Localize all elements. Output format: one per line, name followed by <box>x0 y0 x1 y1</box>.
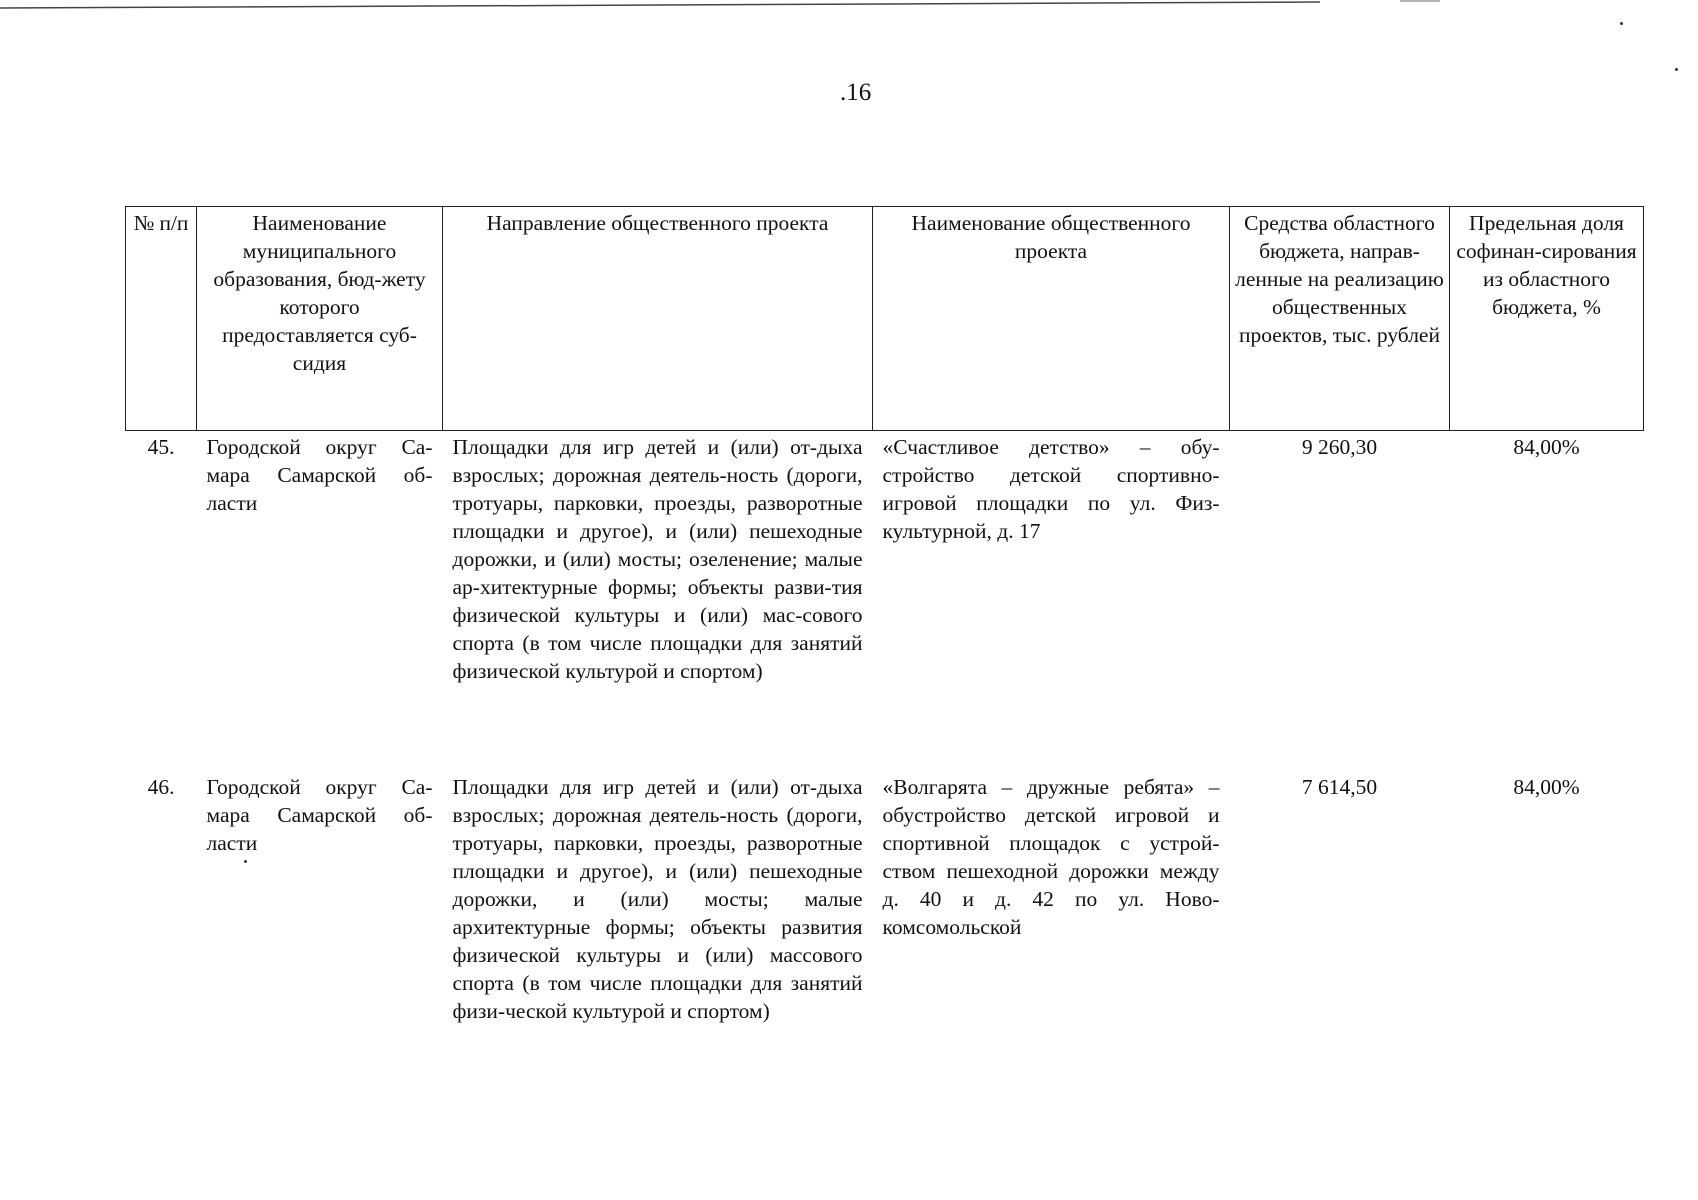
row-municipality: Городской округ Са-мара Самарской об-ласти <box>206 435 433 515</box>
table-row <box>126 773 1644 1025</box>
row-share: 84,00% <box>1513 435 1580 459</box>
row-number: 45. <box>147 435 175 459</box>
header-share: Предельная доля софинан-сирования из областного бюджета, % <box>1450 207 1644 431</box>
row-direction: Площадки для игр детей и (или) от-дыха взрослых; дорожная деятель-ность (дороги, тротуары, парковки, проезды, разворотные площадки и другое), и (или) пешеходные дорожки, и (или) мосты; малые архитектурные формы; объекты развития физической культуры и (или) массового спорта (в том числе площадки для занятий физи-ческой культурой и спортом) <box>452 775 863 1023</box>
row-funds: 9 260,30 <box>1301 435 1378 459</box>
header-direction: Направление общественного проекта <box>443 207 873 431</box>
row-share: 84,00% <box>1513 775 1580 799</box>
row-number: 46. <box>147 775 175 799</box>
page-number: .16 <box>840 79 872 106</box>
row-project-name: «Счастливое детство» – обу-стройство детской спортивно-игровой площадки по ул. Физ-культурной, д. 17 <box>882 435 1220 543</box>
row-funds: 7 614,50 <box>1301 775 1378 799</box>
header-funds: Средства областного бюджета, направ-ленные на реализацию общественных проектов, тыс. рублей <box>1230 207 1450 431</box>
header-project-name: Наименование общественного проекта <box>873 207 1230 431</box>
table-row <box>126 431 1644 774</box>
scan-speck <box>1675 68 1678 71</box>
table-header-row <box>126 207 1644 431</box>
header-number: № п/п <box>126 207 197 431</box>
scan-speck <box>1620 22 1623 25</box>
scan-edge-line <box>0 0 1698 10</box>
header-municipality: Наименование муниципального образования, бюд-жету которого предоставляется суб-сидия <box>197 207 443 431</box>
projects-table <box>125 206 1644 1025</box>
row-municipality: Городской округ Са-мара Самарской об-ласти <box>206 775 433 855</box>
row-direction: Площадки для игр детей и (или) от-дыха взрослых; дорожная деятель-ность (дороги, тротуары, парковки, проезды, разворотные площадки и другое), и (или) пешеходные дорожки, и (или) мосты; озеленение; малые ар-хитектурные формы; объекты разви-тия физической культуры и (или) мас-сового спорта (в том числе площадки для занятий физической культурой и спортом) <box>452 435 863 683</box>
row-project-name: «Волгарята – дружные ребята» – обустройство детской игровой и спортивной площадок с устрой-ством пешеходной дорожки между д. 40 и д. 42 по ул. Ново-комсомольской <box>882 775 1220 939</box>
